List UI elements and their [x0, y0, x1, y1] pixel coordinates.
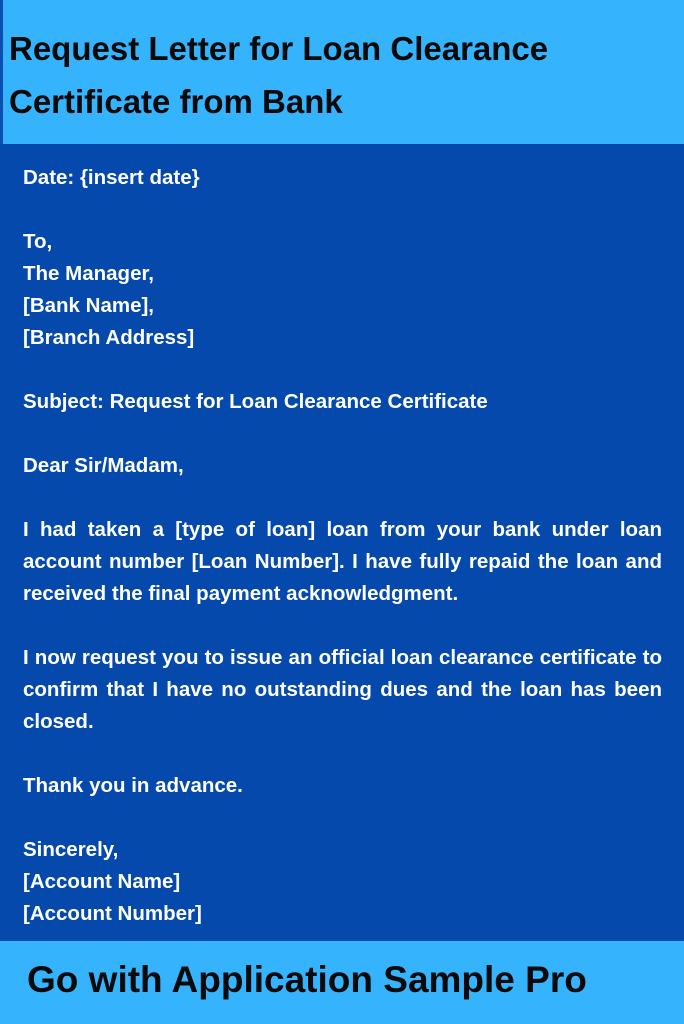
spacer [23, 738, 662, 770]
spacer [23, 194, 662, 226]
recipient-block [23, 226, 662, 354]
letter-body [23, 162, 662, 930]
spacer [23, 610, 662, 642]
date-line: Date: {insert date} [23, 166, 200, 189]
recipient-branch-address: [Branch Address] [23, 326, 195, 349]
closing: Sincerely, [23, 838, 119, 861]
recipient-bank-name: [Bank Name], [23, 294, 155, 317]
spacer [23, 802, 662, 834]
spacer [23, 418, 662, 450]
body-paragraph-repayment: I had taken a [type of loan] loan from your bank under loan account number [Loan Number]. I have fully repaid the loan and received the final payment acknowledgment. [23, 518, 662, 605]
signature-account-name: [Account Name] [23, 870, 181, 893]
spacer [23, 482, 662, 514]
signature-block [23, 834, 662, 930]
subject-line: Subject: Request for Loan Clearance Certificate [23, 390, 488, 413]
footer-banner [0, 941, 684, 1024]
recipient-title: The Manager, [23, 262, 155, 285]
page-title: Request Letter for Loan Clearance Certificate from Bank [9, 30, 549, 120]
thanks-line: Thank you in advance. [23, 774, 243, 797]
title-banner [0, 0, 684, 144]
footer-tagline: Go with Application Sample Pro [27, 959, 587, 1000]
salutation: Dear Sir/Madam, [23, 454, 184, 477]
spacer [23, 354, 662, 386]
recipient-to: To, [23, 230, 53, 253]
signature-account-number: [Account Number] [23, 902, 202, 925]
body-paragraph-request: I now request you to issue an official loan clearance certificate to confirm that I have no outstanding dues and the loan has been closed. [23, 646, 662, 733]
